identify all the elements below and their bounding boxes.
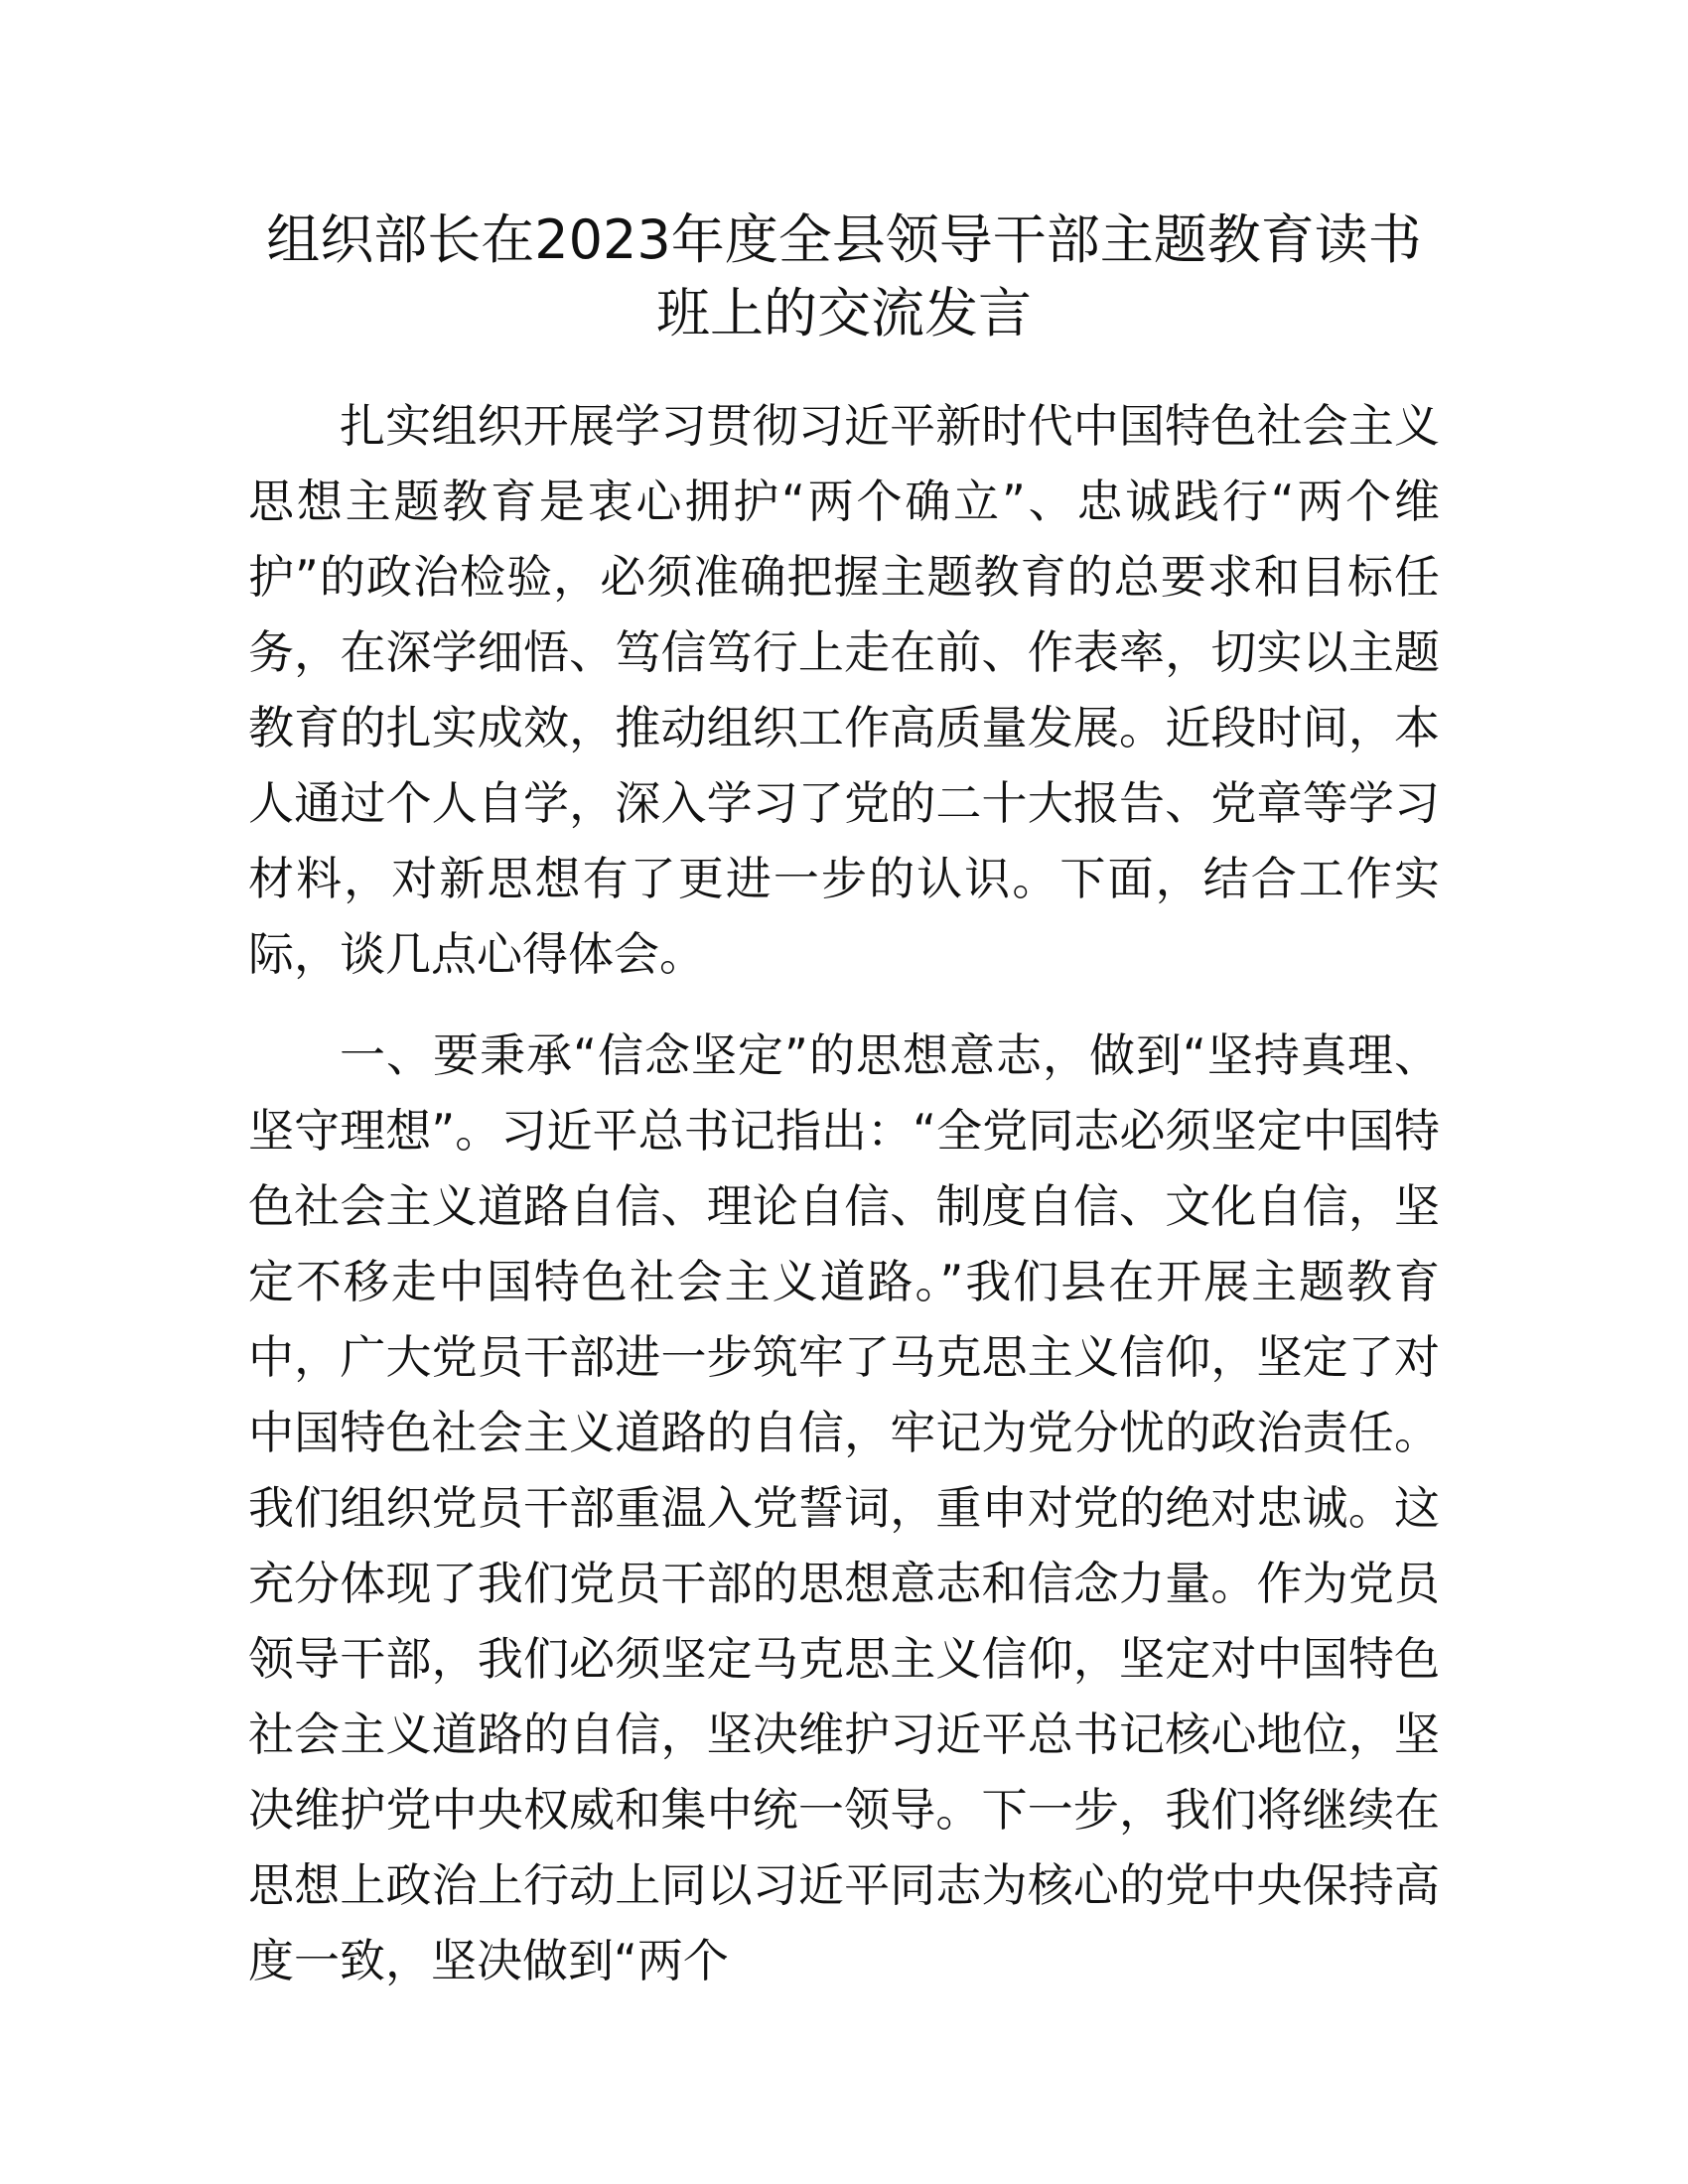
section-one-paragraph: 一、要秉承“信念坚定”的思想意志，做到“坚持真理、坚守理想”。习近平总书记指出：“全党同志必须坚定中国特色社会主义道路自信、理论自信、制度自信、文化自信，坚定不移走中国特色社会主义道路。”我们县在开展主题教育中，广大党员干部进一步筑牢了马克思主义信仰，坚定了对中国特色社会主义道路的自信，牢记为党分忧的政治责任。我们组织党员干部重温入党誓词，重申对党的绝对忠诚。这充分体现了我们党员干部的思想意志和信念力量。作为党员领导干部，我们必须坚定马克思主义信仰，坚定对中国特色社会主义道路的自信，坚决维护习近平总书记核心地位，坚决维护党中央权威和集中统一领导。下一步，我们将继续在思想上政治上行动上同以习近平同志为核心的党中央保持高度一致，坚决做到“两个: [248, 1028, 1440, 1987]
intro-paragraph: 扎实组织开展学习贯彻习近平新时代中国特色社会主义思想主题教育是衷心拥护“两个确立”、忠诚践行“两个维护”的政治检验，必须准确把握主题教育的总要求和目标任务，在深学细悟、笃信笃行上走在前、作表率，切实以主题教育的扎实成效，推动组织工作高质量发展。近段时间，本人通过个人自学，深入学习了党的二十大报告、党章等学习材料，对新思想有了更进一步的认识。下面，结合工作实际，谈几点心得体会。: [248, 399, 1440, 981]
document-page: [248, 204, 1440, 1998]
document-title: 组织部长在2023年度全县领导干部主题教育读书班上的交流发言: [266, 208, 1422, 344]
